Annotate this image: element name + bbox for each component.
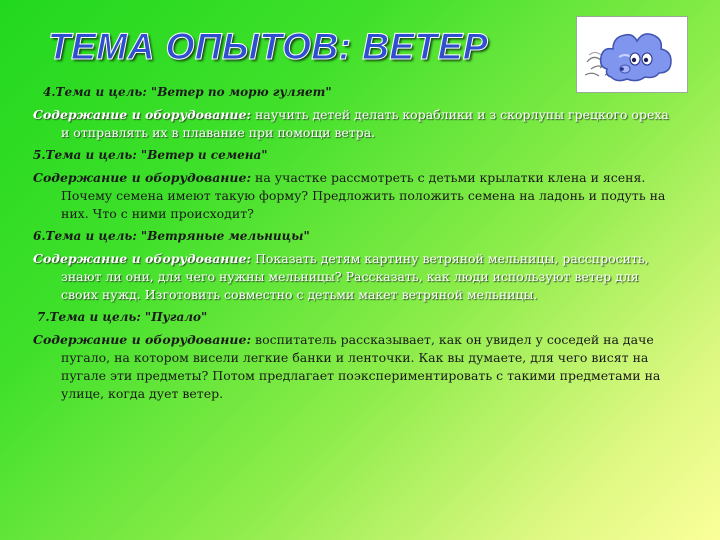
topic-6-label: Содержание и оборудование: [33, 251, 252, 266]
wind-cloud-icon [576, 16, 688, 93]
topic-6-description [33, 250, 673, 304]
topic-4-text: научить детей делать кораблики и з скорлупы грецкого ореха и отправлять их в плавание при помощи ветра. [61, 107, 669, 140]
topic-5-text: на участке рассмотреть с детьми крылатки клена и ясеня. Почему семена имеют такую форму? Предложить положить семена на ладонь и подуть на них. Что с ними происходит? [61, 170, 666, 221]
topic-4-label: Содержание и оборудование: [33, 107, 252, 122]
topic-6-heading: 6.Тема и цель: "Ветряные мельницы" [33, 229, 310, 243]
topic-5-heading: 5.Тема и цель: "Ветер и семена" [33, 148, 268, 162]
topic-5-label: Содержание и оборудование: [33, 170, 252, 185]
topic-4-heading: 4.Тема и цель: "Ветер по морю гуляет" [43, 85, 332, 99]
topic-7-label: Содержание и оборудование: [33, 332, 252, 347]
topic-7-text: воспитатель рассказывает, как он увидел у соседей на даче пугало, на котором висели легкие банки и ленточки. Как вы думаете, для чего висят на пугале эти предметы? Потом предлагает поэкспериментировать с такими предметами на улице, когда дует ветер. [61, 332, 661, 401]
topic-5-description [33, 169, 673, 223]
topic-4-description [33, 106, 673, 142]
topic-7-heading: 7.Тема и цель: "Пугало" [37, 310, 208, 324]
topics-list [33, 84, 673, 408]
slide-title: ТЕМА ОПЫТОВ: ВЕТЕР [48, 26, 489, 67]
topic-6-text: Показать детям картину ветряной мельницы, расспросить, знают ли они, для чего нужны мельницы? Рассказать, как люди используют ветер для своих нужд. Изготовить совместно с детьми макет ветряной мельницы. [61, 251, 649, 302]
topic-7-description [33, 331, 673, 403]
